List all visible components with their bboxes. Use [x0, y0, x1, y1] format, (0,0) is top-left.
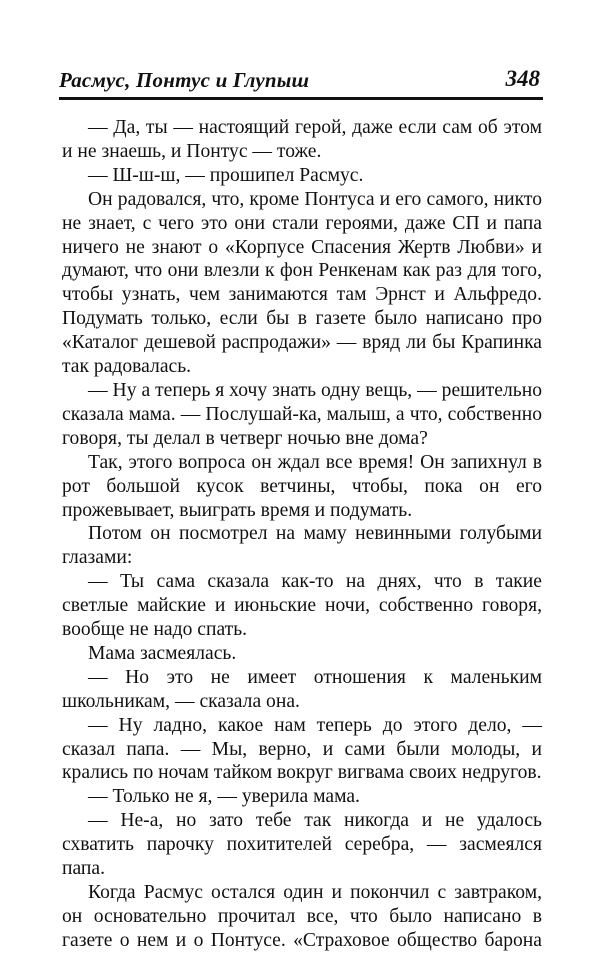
paragraph: Когда Расмус остался один и покончил с завтраком, он основательно прочитал все, что было написано в газете о нем и о Понтусе. «Страховое общество барона [62, 882, 542, 951]
header-rule [59, 97, 543, 100]
paragraph: — Но это не имеет отношения к маленьким школьникам, — сказала она. [62, 666, 542, 712]
running-header [59, 68, 544, 96]
paragraph: — Ш-ш-ш, — прошипел Расмус. [88, 164, 364, 186]
paragraph: — Ну а теперь я хочу знать одну вещь, — решительно сказала мама. — Послушай-ка, малыш, а что, собственно говоря, ты делал в четверг ночью вне дома? [62, 379, 542, 449]
paragraph: — Только не я, — уверила мама. [88, 786, 360, 808]
paragraph: — Ты сама сказала как-то на днях, что в такие светлые майские и июньские ночи, собственно говоря, вообще не надо спать. [62, 571, 542, 641]
paragraph: Он радовался, что, кроме Понтуса и его самого, никто не знает, с чего это они стали героями, даже СП и папа ничего не знают о «Корпусе Спасения Жертв Любви» и думают, что они влезли к фон Ренкенам как раз для того, чтобы узнать, чем занимаются там Эрнст и Альфредо. Подумать только, если бы в газете было написано про «Каталог дешевой распродажи» — вряд ли бы Крапинка так радовалась. [62, 188, 542, 378]
running-title: Расмус, Понтус и Глупыш [59, 68, 310, 92]
paragraph: — Ну ладно, какое нам теперь до этого дело, — сказал папа. — Мы, верно, и сами были молоды, и крались по ночам тайком вокруг вигвама своих недругов. [62, 714, 542, 784]
paragraph: — Да, ты — настоящий герой, даже если сам об этом и не знаешь, и Понтус — тоже. [62, 117, 542, 162]
body-text [62, 116, 542, 953]
paragraph: Мама засмеялась. [88, 642, 237, 664]
paragraph: Так, этого вопроса он ждал все время! Он запихнул в рот большой кусок ветчины, чтобы, пока он его прожевывает, выиграть время и подумать. [62, 451, 542, 521]
page-number: 348 [505, 66, 540, 91]
paragraph: Потом он посмотрел на маму невинными голубыми глазами: [62, 523, 542, 569]
paragraph: — Не-а, но зато тебе так никогда и не удалось схватить парочку похитителей серебра, — засмеялся папа. [62, 810, 542, 880]
